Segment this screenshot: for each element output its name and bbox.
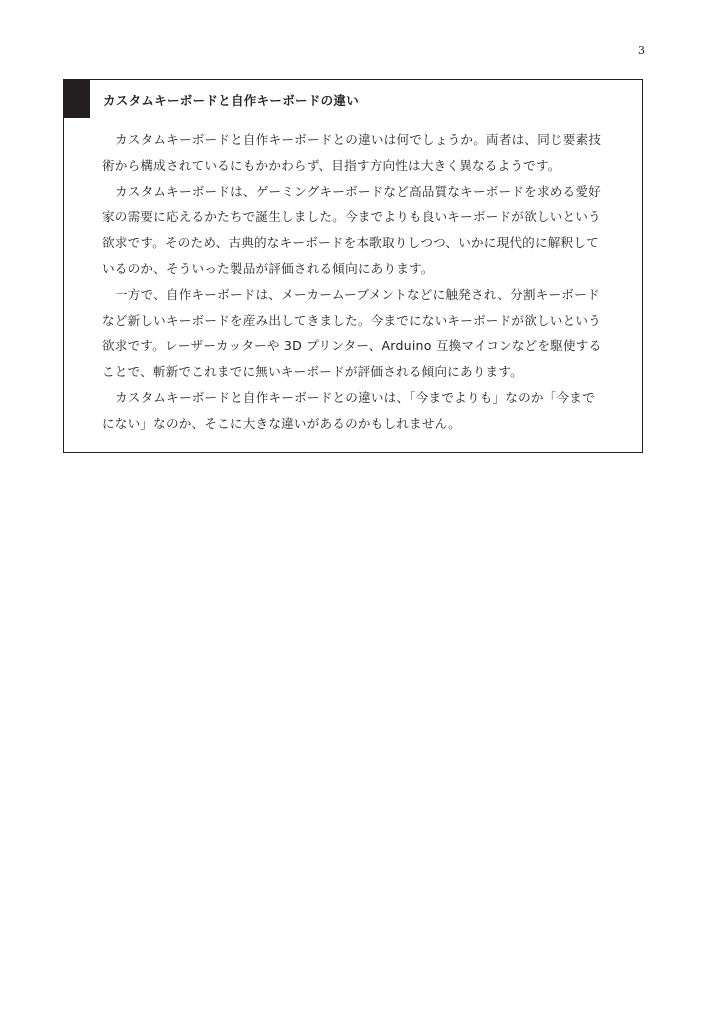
- paragraph-4: カスタムキーボードと自作キーボードとの違いは、「今までよりも」なのか「今までにない」なのか、そこに大きな違いがあるのかもしれません。: [102, 389, 595, 431]
- page-number: 3: [638, 44, 645, 57]
- paragraph-3: 一方で、自作キーボードは、メーカームーブメントなどに触発され、分割キーボードなど新しいキーボードを産み出してきました。今までにないキーボードが欲しいという欲求です。レーザーカッターや 3D プリンター、Arduino 互換マイコンなどを駆使することで、斬新でこれまでに無いキーボードが評価される傾向にあります。: [102, 286, 602, 380]
- heading-marker: [64, 80, 90, 118]
- column-body: [102, 127, 607, 437]
- paragraph-2: カスタムキーボードは、ゲーミングキーボードなど高品質なキーボードを求める愛好家の需要に応えるかたちで誕生しました。今までよりも良いキーボードが欲しいという欲求です。そのため、古典的なキーボードを本歌取りしつつ、いかに現代的に解釈しているのか、そういった製品が評価される傾向にあります。: [102, 183, 601, 276]
- paragraph-1: カスタムキーボードと自作キーボードとの違いは何でしょうか。両者は、同じ要素技術から構成されているにもかかわらず、目指す方向性は大きく異なるようです。: [102, 132, 602, 173]
- column-heading: カスタムキーボードと自作キーボードの違い: [103, 93, 360, 108]
- column-box: [63, 79, 643, 453]
